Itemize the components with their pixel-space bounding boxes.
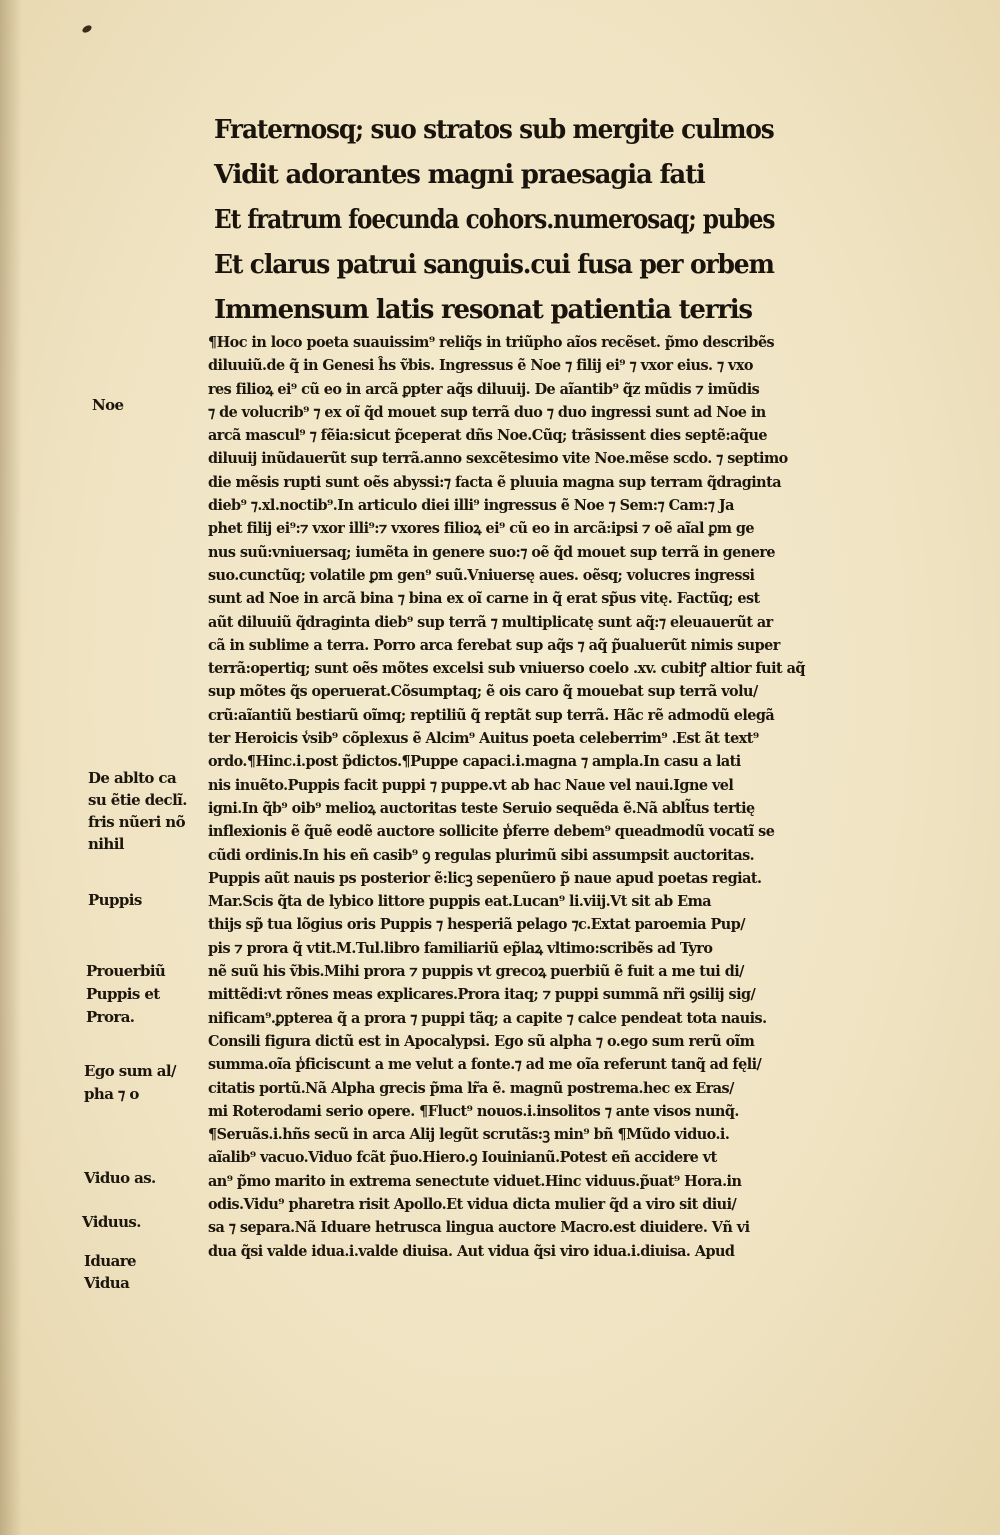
margin-line: fris nũeri nõ bbox=[88, 813, 186, 831]
commentary-line: Mar.Scis q̃ta de lybico littore puppis eat.Lucan⁹ li.viij.Vt sit ab Ema bbox=[208, 893, 712, 911]
margin-line: Puppis bbox=[88, 891, 142, 909]
margin-line: su ẽtie declĩ. bbox=[88, 791, 187, 809]
commentary-line: mi Roterodami serio opere. ¶Fluct⁹ nouos.i.insolitos ⁊ ante visos nunq̃. bbox=[208, 1102, 739, 1120]
margin-line: Noe bbox=[92, 396, 124, 414]
margin-note-noe bbox=[92, 395, 123, 415]
commentary-line: odis.Vidu⁹ pharetra risit Apollo.Et vidua dicta mulier q̃d a viro sit diui/ bbox=[208, 1195, 737, 1213]
verse-line: Immensum latis resonat patientia terris bbox=[214, 295, 752, 325]
verse-line: Vidit adorantes magni praesagia fati bbox=[214, 160, 705, 190]
margin-note-viduo bbox=[84, 1168, 156, 1188]
commentary-line: res filioꝝ ei⁹ cũ eo in arcã ꝑpter aq̃s diluuij. De aĩantib⁹ q̃z mũdis ⁊ imũdis bbox=[208, 380, 760, 398]
commentary-line: cũdi ordinis.In his eñ casib⁹ ꝯ regulas plurimũ sibi assumpsit auctoritas. bbox=[208, 846, 755, 864]
commentary-line: terrã:opertiq; sunt oẽs mõtes excelsi sub vniuerso coelo .xv. cubitꝭ altior fuit aq̃ bbox=[208, 660, 805, 678]
commentary-line: diluuij inũdauerũt sup terrã.anno sexcẽtesimo vite Noe.mẽse scdo. ⁊ septimo bbox=[208, 450, 788, 468]
commentary-line: phet filij ei⁹:⁊ vxor illi⁹:⁊ vxores filioꝝ ei⁹ cũ eo in arcã:ipsi ⁊ oẽ aĩal ꝑm ge bbox=[208, 520, 755, 538]
commentary-line: crũ:aĩantiũ bestiarũ oĩmq; reptiliũ q̃ reptãt sup terrã. Hãc rẽ admodũ elegã bbox=[208, 706, 775, 724]
verse-line: Fraternosq; suo stratos sub mergite culmos bbox=[214, 115, 774, 145]
margin-line: Prouerbiũ bbox=[86, 962, 166, 980]
commentary-line: diluuiũ.de q̃ in Genesi ĥs ṽbis. Ingressus ẽ Noe ⁊ filij ei⁹ ⁊ vxor eius. ⁊ vxo bbox=[208, 357, 753, 375]
commentary-line: an⁹ p̃mo marito in extrema senectute viduet.Hinc viduus.p̃uat⁹ Hora.in bbox=[208, 1172, 742, 1190]
margin-line: Ego sum al/ bbox=[84, 1062, 176, 1080]
commentary-line: citatis portũ.Nã Alpha grecis p̃ma lr̃a ẽ. magnũ postrema.hec ex Eras/ bbox=[208, 1079, 734, 1097]
commentary-line: aũt diluuiũ q̃draginta dieb⁹ sup terrã ⁊ multiplicatę sunt aq̃:⁊ eleuauerũt ar bbox=[208, 613, 773, 631]
margin-line: pha ⁊ o bbox=[84, 1085, 139, 1103]
commentary-line: inflexionis ẽ q̃uẽ eodẽ auctore sollicite p̾ferre debem⁹ queadmodũ vocatĩ se bbox=[208, 823, 775, 841]
binding-shadow bbox=[0, 0, 22, 1535]
commentary-line: die mẽsis rupti sunt oẽs abyssi:⁊ facta ẽ pluuia magna sup terram q̃draginta bbox=[208, 473, 781, 491]
commentary-line: sa ⁊ separa.Nã Iduare hetrusca lingua auctore Macro.est diuidere. Vñ vi bbox=[208, 1219, 750, 1237]
commentary-line: ⁊ de volucrib⁹ ⁊ ex oĩ q̃d mouet sup terrã duo ⁊ duo ingressi sunt ad Noe in bbox=[208, 403, 766, 421]
commentary-line: ¶Hoc in loco poeta suauissim⁹ reliq̃s in triũpho aĩos recẽset. p̃mo describẽs bbox=[208, 334, 775, 351]
commentary-block bbox=[208, 331, 908, 1263]
commentary-line: arcã mascul⁹ ⁊ fẽia:sicut p̃ceperat dñs Noe.Cũq; trãsissent dies septẽ:aq̃ue bbox=[208, 427, 768, 445]
ink-speck bbox=[81, 24, 93, 34]
verse-line: Et clarus patrui sanguis.cui fusa per orbem bbox=[214, 250, 774, 280]
margin-line: Iduare bbox=[84, 1252, 136, 1270]
verse-block bbox=[214, 108, 774, 333]
commentary-line: pis ⁊ prora q̃ vtit.M.Tul.libro familiariũ ep̃laꝝ vltimo:scribẽs ad Tyro bbox=[208, 939, 713, 957]
commentary-line: suo.cunctũq; volatile ꝑm gen⁹ suũ.Vniuersę aues. oẽsq; volucres ingressi bbox=[208, 566, 755, 584]
commentary-line: sup mõtes q̃s operuerat.Cõsumptaq; ẽ ois caro q̃ mouebat sup terrã volu/ bbox=[208, 683, 758, 701]
margin-note-puppis bbox=[88, 890, 142, 910]
commentary-line: ordo.¶Hinc.i.post p̃dictos.¶Puppe capaci.i.magna ⁊ ampla.In casu a lati bbox=[208, 753, 741, 771]
commentary-line: summa.oĩa p̾ficiscunt a me velut a fonte.⁊ ad me oĩa referunt tanq̃ ad fęli/ bbox=[208, 1056, 762, 1074]
commentary-line: thijs sp̃ tua lõgius oris Puppis ⁊ hesperiã pelago ⁊c.Extat paroemia Pup/ bbox=[208, 916, 745, 934]
margin-line: Viduus. bbox=[82, 1213, 141, 1231]
commentary-line: mittẽdi:vt rõnes meas explicares.Prora itaq; ⁊ puppi summã nr̃i ꝯsilij sig/ bbox=[208, 986, 756, 1004]
margin-line: Vidua bbox=[84, 1274, 130, 1292]
commentary-line: nus suũ:vniuersaq; iumẽta in genere suo:⁊ oẽ q̃d mouet sup terrã in genere bbox=[208, 543, 775, 561]
margin-line: nihil bbox=[88, 835, 124, 853]
commentary-line: nẽ suũ his ṽbis.Mihi prora ⁊ puppis vt grecoꝝ puerbiũ ẽ fuit a me tui di/ bbox=[208, 963, 744, 981]
margin-note-ego bbox=[84, 1060, 176, 1106]
commentary-line: igni.In q̃b⁹ oib⁹ melioꝝ auctoritas teste Seruio sequẽda ẽ.Nã ablt̃us tertię bbox=[208, 799, 755, 817]
margin-line: De ablto ca bbox=[88, 769, 177, 787]
commentary-line: aĩalib⁹ vacuo.Viduo fcãt p̃uo.Hiero.ꝯ Iouinianũ.Potest eñ accidere vt bbox=[208, 1149, 717, 1167]
commentary-line: dieb⁹ ⁊.xl.noctib⁹.In articulo diei illi⁹ ingressus ẽ Noe ⁊ Sem:⁊ Cam:⁊ Ja bbox=[208, 497, 734, 515]
margin-note-iduare bbox=[84, 1250, 136, 1294]
margin-note-ablativo bbox=[88, 767, 187, 855]
commentary-line: Puppis aũt nauis ps posterior ẽ:licꝫ sepenũero p̃ naue apud poetas regiat. bbox=[208, 869, 762, 887]
commentary-line: ¶Seruãs.i.hñs secũ in arca Alij legũt scrutãs:ꝫ min⁹ bñ ¶Mũdo viduo.i. bbox=[208, 1126, 730, 1144]
commentary-line: sunt ad Noe in arcã bina ⁊ bina ex oĩ carne in q̃ erat sp̃us vitę. Factũq; est bbox=[208, 590, 760, 608]
commentary-line: nificam⁹.ꝑpterea q̃ a prora ⁊ puppi tãq; a capite ⁊ calce pendeat tota nauis. bbox=[208, 1009, 767, 1027]
verse-line: Et fratrum foecunda cohors.numerosaq; pubes bbox=[214, 205, 775, 235]
margin-line: Prora. bbox=[86, 1008, 135, 1026]
commentary-line: Consili figura dictũ est in Apocalypsi. Ego sũ alpha ⁊ o.ego sum rerũ oĩm bbox=[208, 1032, 755, 1050]
margin-line: Viduo as. bbox=[84, 1169, 156, 1187]
margin-note-viduus bbox=[82, 1212, 141, 1232]
commentary-line: dua q̃si valde idua.i.valde diuisa. Aut vidua q̃si viro idua.i.diuisa. Apud bbox=[208, 1242, 735, 1260]
commentary-line: ter Heroicis v̾sib⁹ cõplexus ẽ Alcim⁹ Auitus poeta celeberrim⁹ .Est ãt text⁹ bbox=[208, 730, 759, 748]
margin-line: Puppis et bbox=[86, 985, 160, 1003]
commentary-line: nis inuẽto.Puppis facit puppi ⁊ puppe.vt ab hac Naue vel naui.Igne vel bbox=[208, 776, 734, 794]
commentary-line: cã in sublime a terra. Porro arca ferebat sup aq̃s ⁊ aq̃ p̃ualuerũt nimis super bbox=[208, 636, 780, 654]
margin-note-prouerbium bbox=[86, 960, 165, 1029]
